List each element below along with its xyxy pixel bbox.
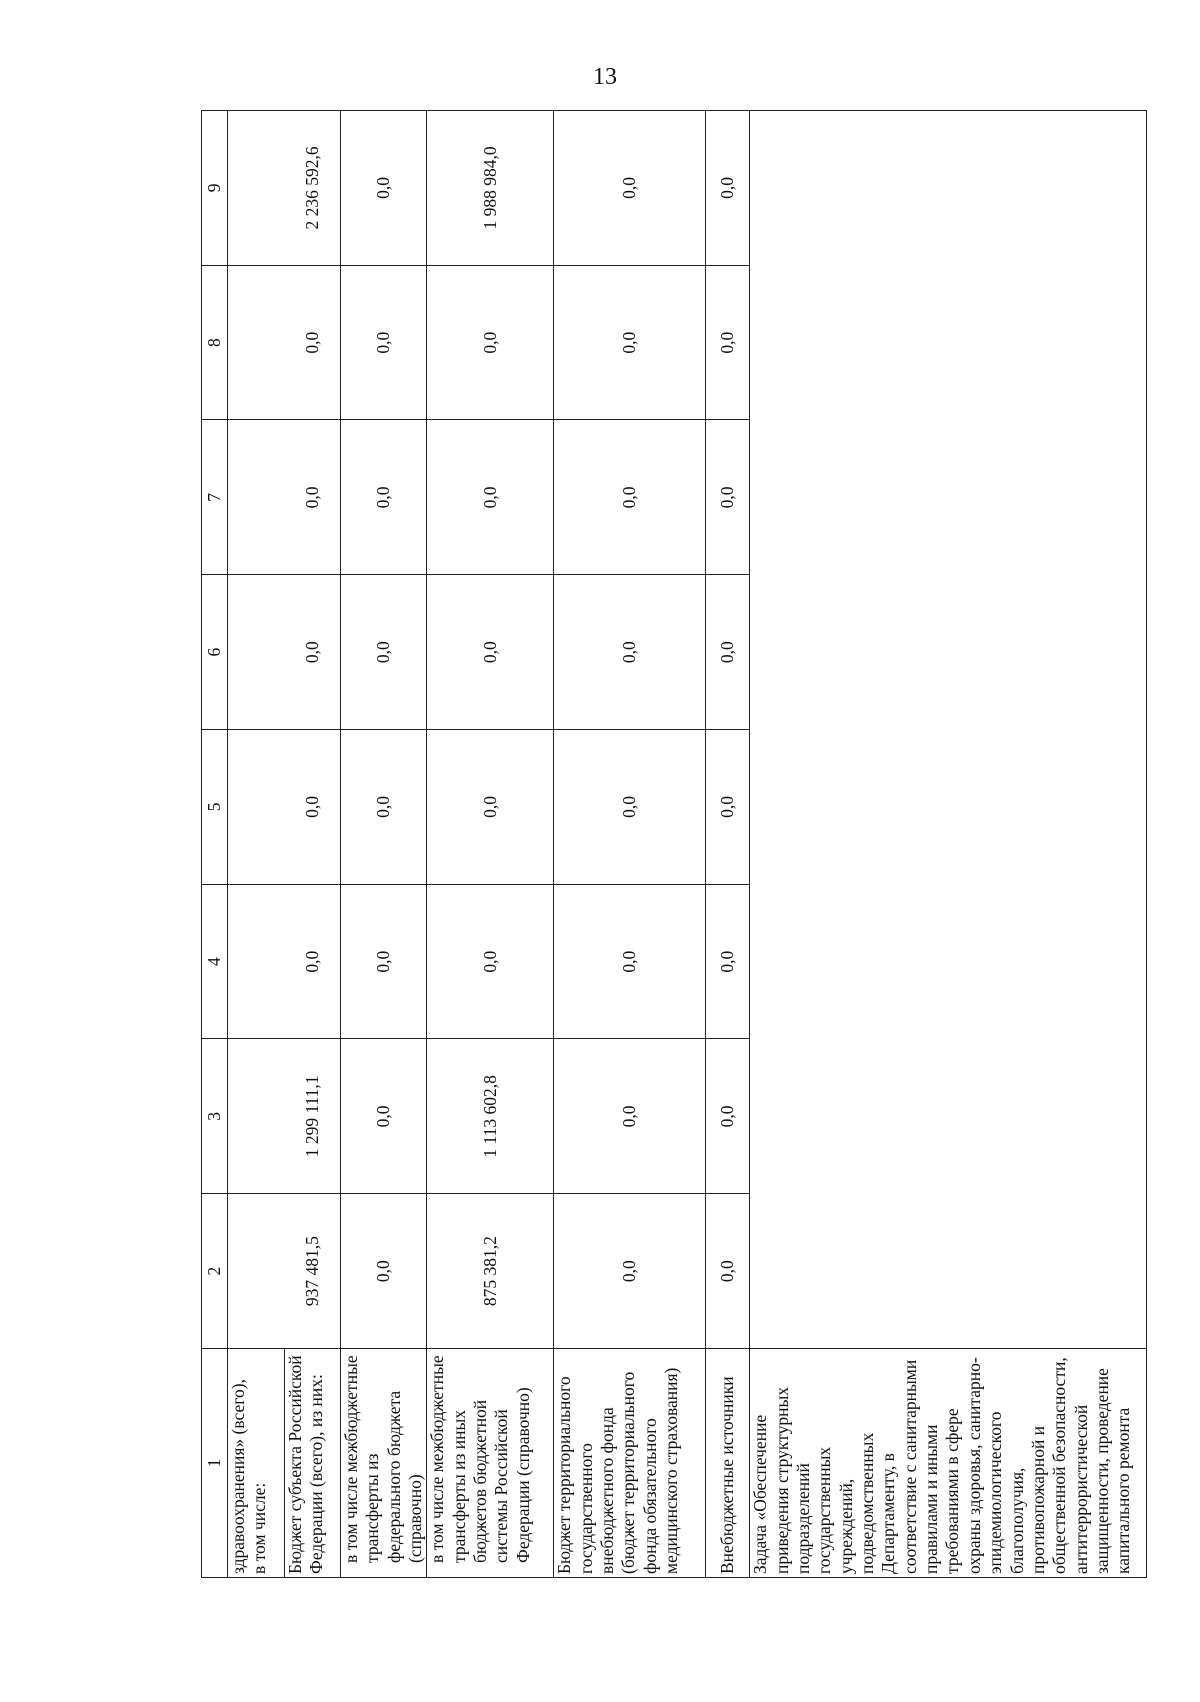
cell: 0,0: [427, 575, 554, 730]
cell: 0,0: [427, 884, 554, 1039]
cell: 0,0: [341, 730, 427, 885]
col-header-8: 8: [202, 265, 228, 420]
col-header-3: 3: [202, 1039, 228, 1194]
cell: 0,0: [341, 575, 427, 730]
row-label: Бюджет территориального государственного внебюджетного фонда (бюджет территориального фонда обязательного медицинского страхования): [554, 1349, 706, 1578]
cell: 0,0: [706, 575, 750, 730]
cell: 937 481,5: [285, 1194, 341, 1349]
cell: 0,0: [554, 730, 706, 885]
cell: 0,0: [285, 575, 341, 730]
cell: 0,0: [285, 730, 341, 885]
row-label: Бюджет субъекта Российской Федерации (всего), из них:: [285, 1349, 341, 1578]
col-header-4: 4: [202, 884, 228, 1039]
col-header-5: 5: [202, 730, 228, 885]
cell: 0,0: [341, 1039, 427, 1194]
cell: 0,0: [341, 1194, 427, 1349]
cell: [228, 111, 285, 266]
cell: [228, 1039, 285, 1194]
table-row: [706, 111, 750, 1578]
table-row: [750, 111, 1147, 1578]
task-empty-cell: [750, 111, 1147, 1349]
col-header-1: 1: [202, 1349, 228, 1578]
header-row: [202, 111, 228, 1578]
cell: 0,0: [554, 265, 706, 420]
table-row: [228, 111, 285, 1578]
table-row: [427, 111, 554, 1578]
cell: 0,0: [341, 420, 427, 575]
row-label: в том числе межбюджетные трансферты из федерального бюджета (справочно): [341, 1349, 427, 1578]
row-label: Внебюджетные источники: [706, 1349, 750, 1578]
cell: [228, 575, 285, 730]
table-row: [285, 111, 341, 1578]
cell: 0,0: [554, 111, 706, 266]
cell: [228, 884, 285, 1039]
cell: 0,0: [285, 265, 341, 420]
cell: 0,0: [285, 420, 341, 575]
cell: [228, 420, 285, 575]
cell: 1 988 984,0: [427, 111, 554, 266]
cell: 0,0: [285, 884, 341, 1039]
cell: 0,0: [706, 884, 750, 1039]
cell: 1 113 602,8: [427, 1039, 554, 1194]
table-row: [341, 111, 427, 1578]
cell: 0,0: [706, 420, 750, 575]
budget-table: [201, 110, 1147, 1578]
cell: 0,0: [427, 420, 554, 575]
page-number: 13: [593, 64, 617, 90]
row-label: Задача «Обеспечение приведения структурных подразделений государственных учреждений, подведомственных Департаменту, в соответствие с санитарными правилами и иными требованиями в сфере охраны здоровья, санитарно-эпидемиологического благополучия, противопожарной и общественной безопасности, антитеррористической защищенности, проведение капитального ремонта: [750, 1349, 1147, 1578]
row-label: в том числе межбюджетные трансферты из иных бюджетов бюджетной системы Российской Федерации (справочно): [427, 1349, 554, 1578]
cell: 0,0: [706, 265, 750, 420]
cell: 0,0: [554, 1039, 706, 1194]
cell: 1 299 111,1: [285, 1039, 341, 1194]
col-header-6: 6: [202, 575, 228, 730]
cell: 0,0: [706, 111, 750, 266]
cell: 0,0: [341, 884, 427, 1039]
cell: 0,0: [427, 265, 554, 420]
cell: [228, 265, 285, 420]
row-label: здравоохранения» (всего), в том числе:: [228, 1349, 285, 1578]
cell: 0,0: [706, 1194, 750, 1349]
cell: [228, 730, 285, 885]
col-header-9: 9: [202, 111, 228, 266]
cell: 0,0: [706, 730, 750, 885]
cell: 0,0: [554, 1194, 706, 1349]
cell: 0,0: [341, 111, 427, 266]
col-header-7: 7: [202, 420, 228, 575]
rotated-table-container: [201, 110, 1137, 1578]
cell: 2 236 592,6: [285, 111, 341, 266]
cell: [228, 1194, 285, 1349]
cell: 0,0: [341, 265, 427, 420]
col-header-2: 2: [202, 1194, 228, 1349]
cell: 0,0: [554, 884, 706, 1039]
table-row: [554, 111, 706, 1578]
cell: 0,0: [554, 575, 706, 730]
cell: 0,0: [554, 420, 706, 575]
cell: 0,0: [706, 1039, 750, 1194]
cell: 875 381,2: [427, 1194, 554, 1349]
cell: 0,0: [427, 730, 554, 885]
